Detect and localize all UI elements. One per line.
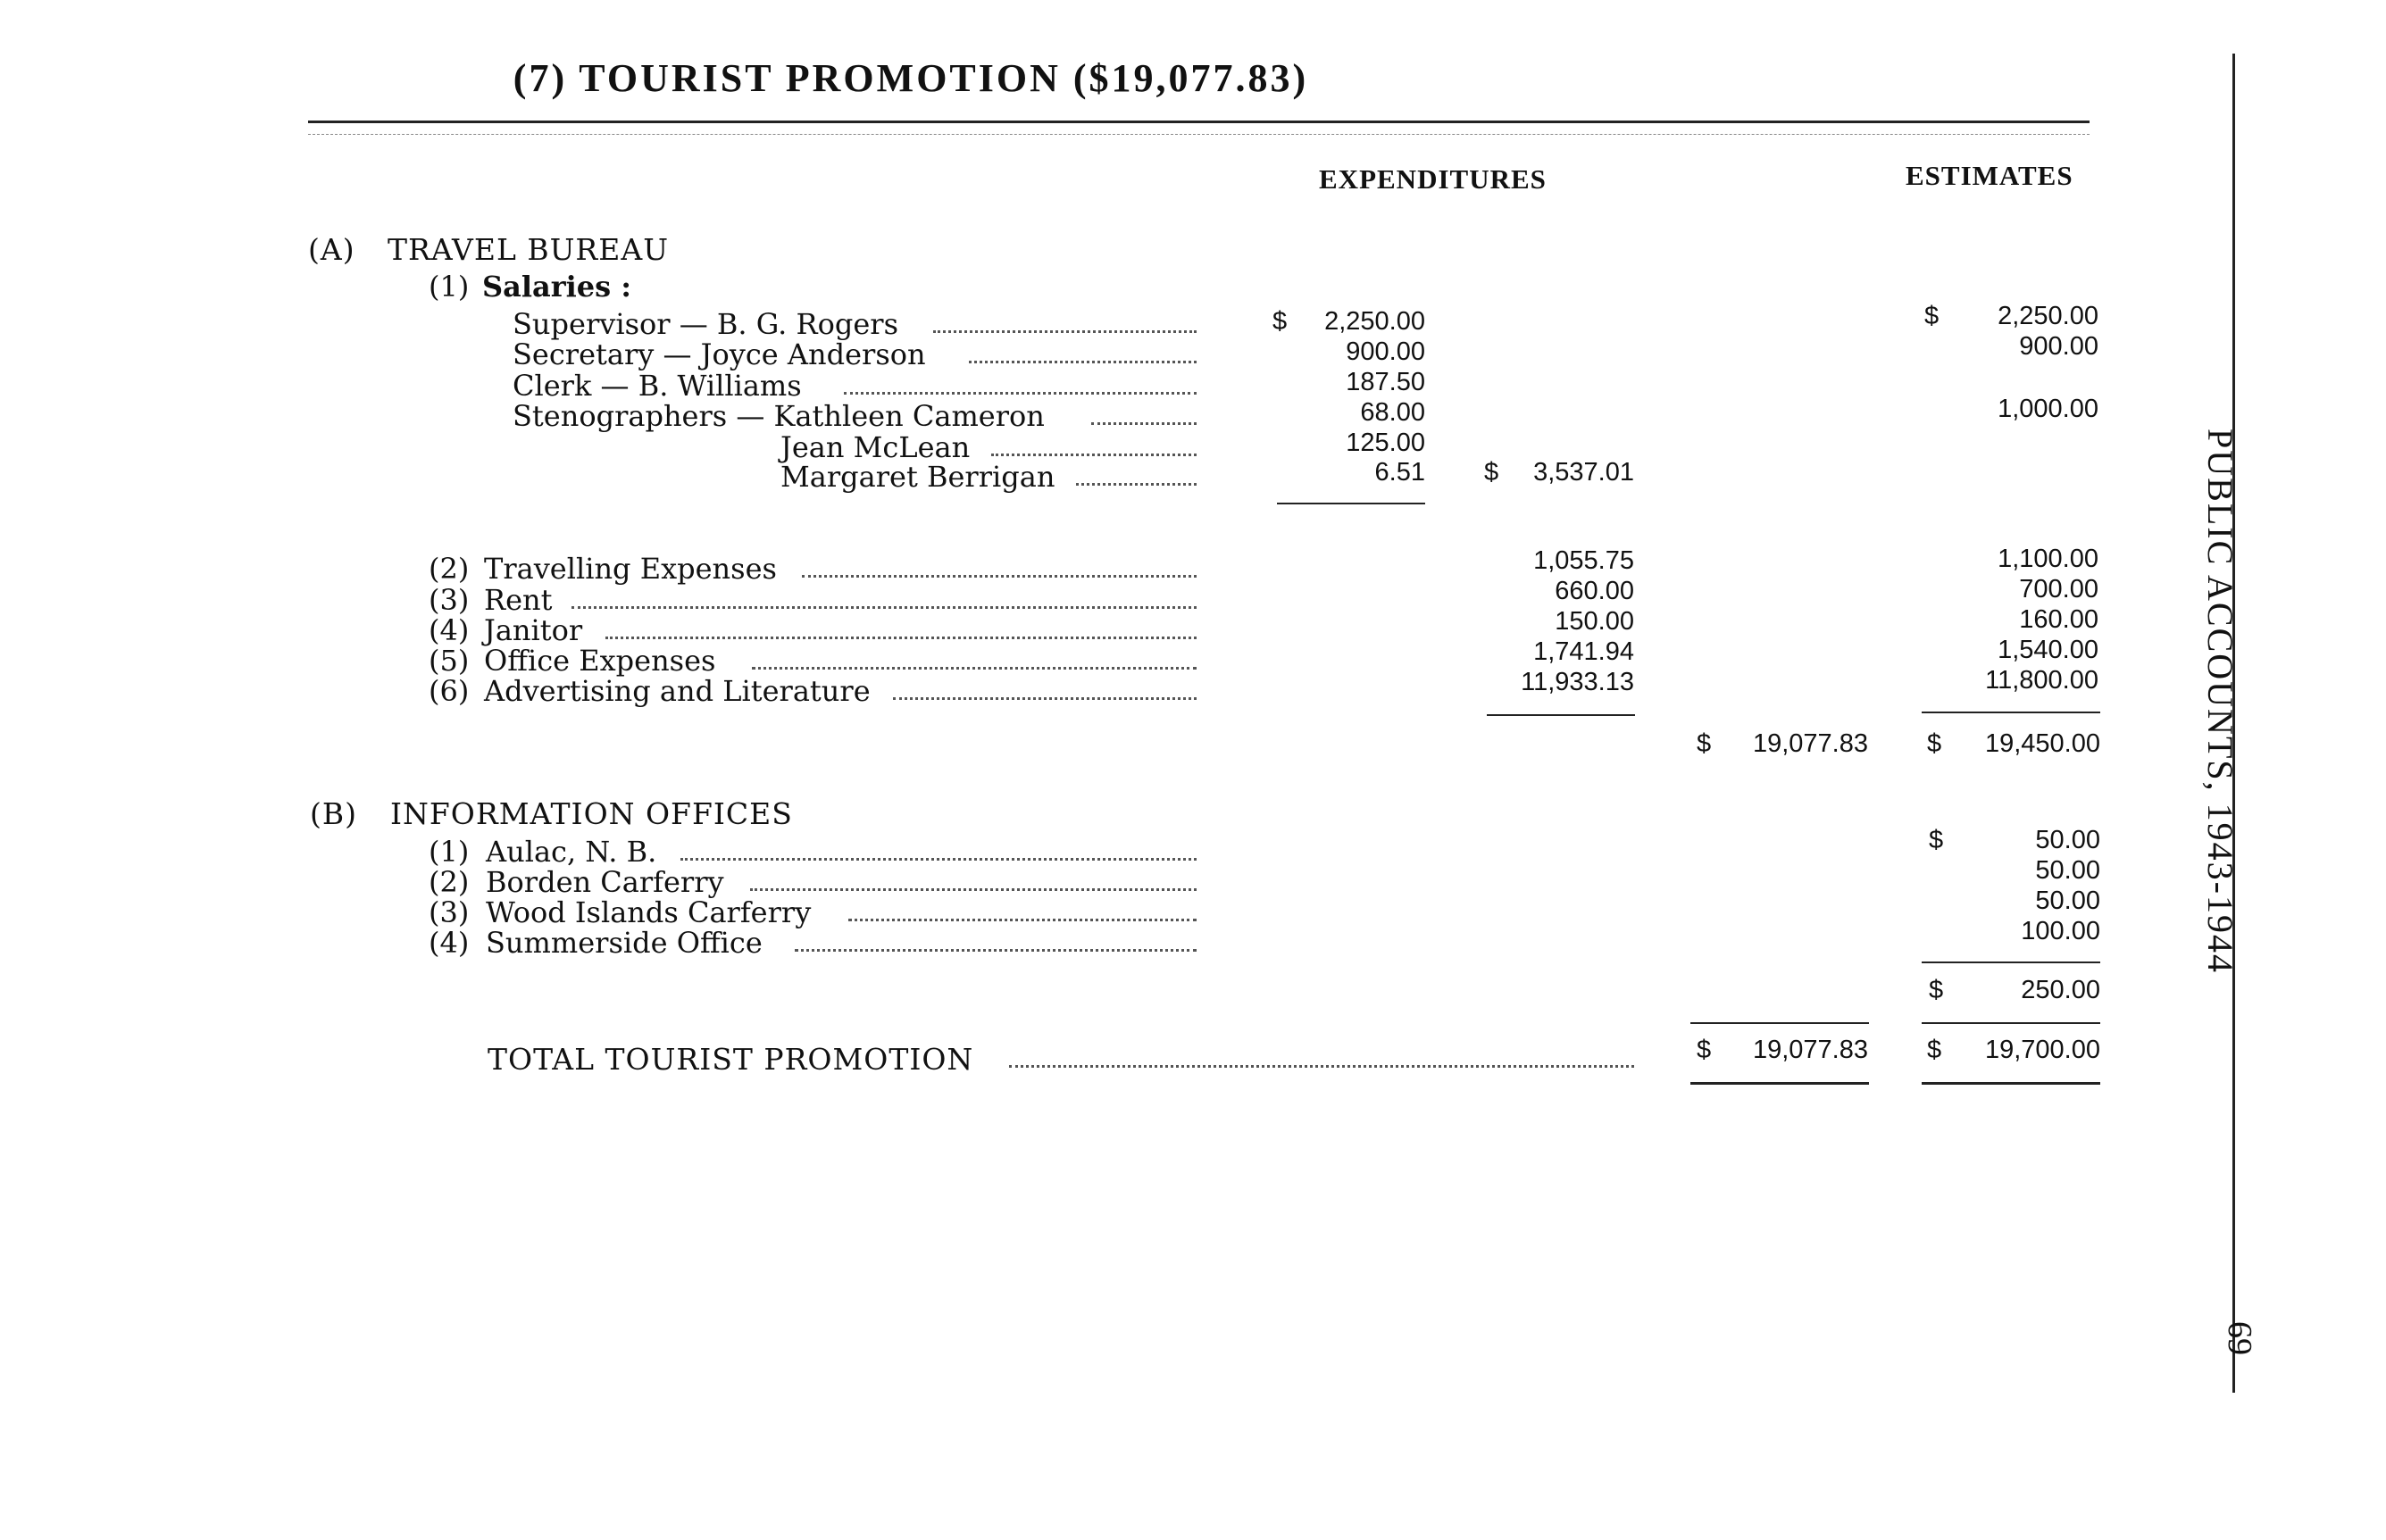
leader-dots: [991, 436, 1197, 456]
grand-total-overline-est: [1922, 1022, 2100, 1024]
expenditure-value: 660.00: [1555, 577, 1634, 605]
item-marker: (4): [429, 926, 470, 960]
item-label: Summerside Office: [486, 926, 763, 960]
dollar-sign: $: [1484, 458, 1499, 487]
expenditure-value: 125.00: [1346, 429, 1425, 457]
salary-label: Stenographers — Kathleen Cameron: [513, 399, 1045, 433]
expenditure-value: 187.50: [1346, 368, 1425, 396]
leader-dots: [1076, 465, 1197, 486]
section-b-title: INFORMATION OFFICES: [390, 796, 793, 831]
estimate-value: 160.00: [2019, 605, 2098, 634]
leader-dots: [571, 588, 1197, 609]
running-header: PUBLIC ACCOUNTS, 1943-1944: [2200, 429, 2240, 974]
item-label: Wood Islands Carferry: [486, 895, 812, 929]
salary-label: Clerk — B. Williams: [513, 369, 802, 403]
item-label: Rent: [484, 583, 553, 617]
salary-label: Supervisor — B. G. Rogers: [513, 307, 899, 341]
estimate-value: 1,540.00: [1998, 636, 2098, 664]
leader-dots: [752, 649, 1197, 670]
leader-dots: [802, 557, 1197, 578]
estimate-value: 1,100.00: [1998, 545, 2098, 573]
expenditures-header: EXPENDITURES: [1319, 163, 1547, 195]
leader-dots: [795, 931, 1197, 952]
leader-dots: [605, 619, 1197, 639]
dollar-sign: $: [1924, 302, 1940, 330]
leader-dots: [1091, 404, 1197, 425]
dollar-sign: $: [1697, 1036, 1712, 1064]
grand-total-label: TOTAL TOURIST PROMOTION: [488, 1042, 974, 1077]
grand-total-expenditure: 19,077.83: [1752, 1036, 1868, 1064]
estimate-value: 2,250.00: [1998, 302, 2098, 330]
item-label: Office Expenses: [484, 644, 716, 678]
items-underline: [1487, 714, 1635, 716]
leader-dots: [933, 312, 1197, 333]
item-marker: (4): [429, 613, 470, 647]
expenditure-value: 6.51: [1374, 458, 1425, 487]
estimate-value: 50.00: [2035, 826, 2100, 854]
item-marker: (2): [429, 552, 470, 586]
salary-label: Margaret Berrigan: [780, 460, 1055, 494]
item-label: Aulac, N. B.: [486, 835, 657, 869]
section-a-title: TRAVEL BUREAU: [388, 232, 670, 267]
section-b-total-estimate: 250.00: [2021, 976, 2100, 1004]
estimate-value: 50.00: [2035, 887, 2100, 915]
dollar-sign: $: [1927, 1036, 1942, 1064]
grand-total-underline-exp: [1690, 1082, 1869, 1085]
expenditure-value: 11,933.13: [1521, 668, 1634, 696]
item-marker: (1): [429, 835, 470, 869]
estimate-value: 900.00: [2019, 332, 2098, 361]
title-rule-dashed: [308, 134, 2090, 135]
salary-label: Secretary — Joyce Anderson: [513, 337, 926, 371]
grand-total-estimate: 19,700.00: [1984, 1036, 2100, 1064]
estimates-underline: [1922, 712, 2100, 713]
expenditure-value: 68.00: [1360, 398, 1425, 427]
leader-dots: [680, 840, 1197, 861]
dollar-sign: $: [1927, 729, 1942, 758]
item-marker: (6): [429, 674, 470, 708]
estimate-value: 11,800.00: [1985, 666, 2098, 695]
section-a-total-expenditure: 19,077.83: [1752, 729, 1868, 758]
title-rule: [308, 121, 2090, 123]
item-marker: (3): [429, 583, 470, 617]
estimate-value: 700.00: [2019, 575, 2098, 604]
leader-dots: [893, 679, 1197, 700]
leader-dots: [1009, 1047, 1634, 1068]
item-label: Advertising and Literature: [484, 674, 871, 708]
leader-dots: [969, 343, 1197, 363]
dollar-sign: $: [1929, 826, 1944, 854]
page-number: 69: [2221, 1321, 2258, 1355]
estimates-header: ESTIMATES: [1906, 160, 2073, 191]
section-a-total-estimate: 19,450.00: [1984, 729, 2100, 758]
item-marker: (5): [429, 644, 470, 678]
dollar-sign: $: [1929, 976, 1944, 1004]
salaries-label: Salaries :: [482, 270, 632, 304]
section-b-underline: [1922, 961, 2100, 963]
grand-total-overline-exp: [1690, 1022, 1869, 1024]
expenditure-value: 900.00: [1346, 337, 1425, 366]
salaries-marker: (1): [429, 270, 470, 304]
section-b-marker: (B): [310, 796, 357, 831]
leader-dots: [844, 374, 1197, 395]
item-marker: (2): [429, 865, 470, 899]
item-label: Travelling Expenses: [484, 552, 777, 586]
section-a-marker: (A): [308, 232, 355, 267]
expenditure-value: 150.00: [1555, 607, 1634, 636]
leader-dots: [848, 901, 1197, 921]
expenditure-value: 2,250.00: [1324, 307, 1425, 336]
grand-total-underline-est: [1922, 1082, 2100, 1085]
salary-label: Jean McLean: [780, 430, 971, 464]
page-title: (7) TOURIST PROMOTION ($19,077.83): [513, 56, 1309, 100]
item-label: Janitor: [484, 613, 583, 647]
estimate-value: 100.00: [2021, 917, 2100, 945]
leader-dots: [750, 870, 1197, 891]
salaries-underline: [1277, 503, 1425, 504]
item-marker: (3): [429, 895, 470, 929]
dollar-sign: $: [1697, 729, 1712, 758]
estimate-value: 1,000.00: [1998, 395, 2098, 423]
expenditure-value: 1,741.94: [1533, 637, 1634, 666]
expenditure-value: 1,055.75: [1533, 546, 1634, 575]
dollar-sign: $: [1272, 307, 1288, 336]
salaries-subtotal: 3,537.01: [1533, 458, 1634, 487]
estimate-value: 50.00: [2035, 856, 2100, 885]
item-label: Borden Carferry: [486, 865, 724, 899]
